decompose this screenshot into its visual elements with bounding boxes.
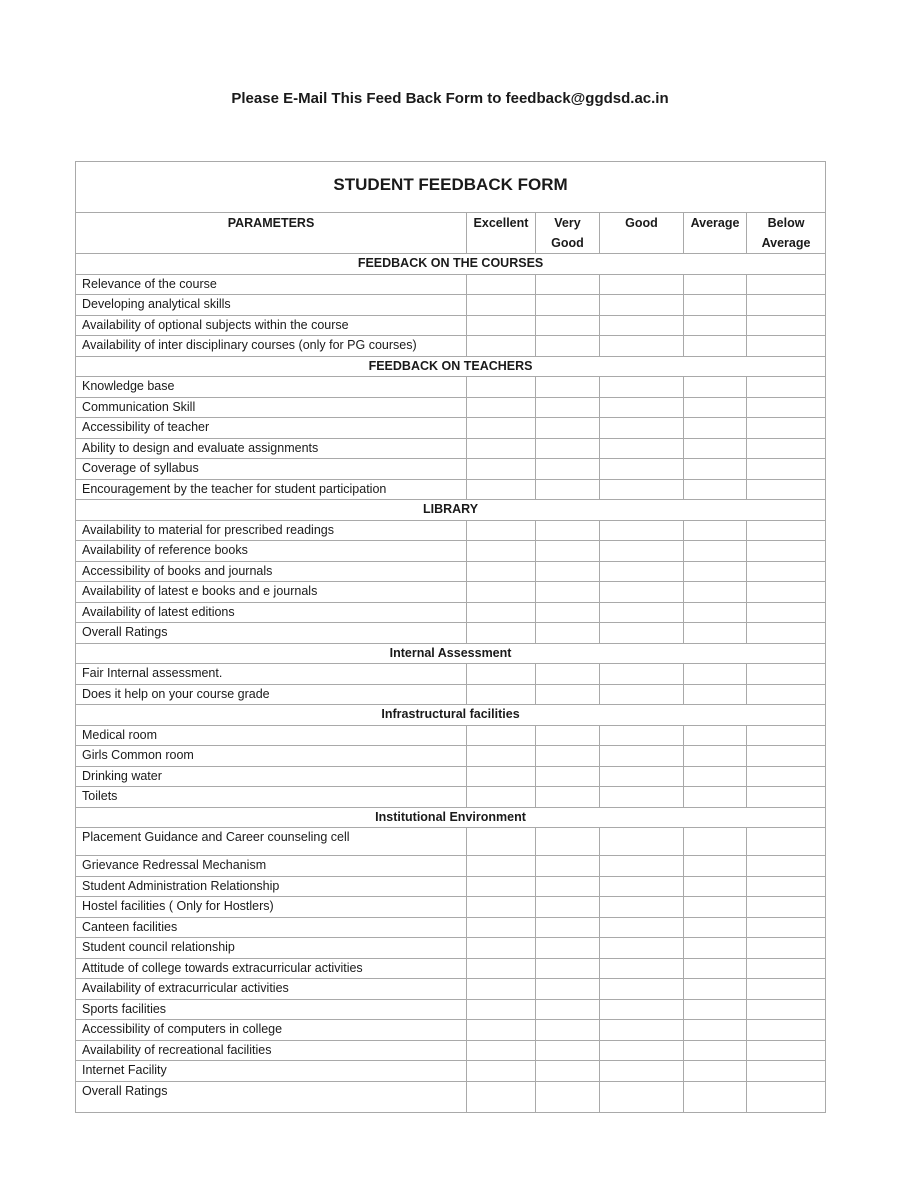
rating-cell-below-average[interactable] xyxy=(747,684,826,705)
section-heading-row xyxy=(76,254,826,275)
parameter-label: Girls Common room xyxy=(76,746,467,767)
rating-cell-excellent[interactable] xyxy=(467,397,536,418)
rating-cell-good[interactable] xyxy=(600,1081,684,1112)
rating-cell-good[interactable] xyxy=(600,828,684,856)
rating-cell-very-good[interactable] xyxy=(536,938,600,959)
rating-cell-very-good[interactable] xyxy=(536,438,600,459)
rating-cell-very-good[interactable] xyxy=(536,999,600,1020)
rating-cell-very-good[interactable] xyxy=(536,1081,600,1112)
rating-cell-average[interactable] xyxy=(684,295,747,316)
section-heading: FEEDBACK ON TEACHERS xyxy=(76,356,826,377)
rating-cell-average[interactable] xyxy=(684,856,747,877)
parameter-label: Coverage of syllabus xyxy=(76,459,467,480)
parameter-label: Availability of inter disciplinary courses (only for PG courses) xyxy=(76,336,467,357)
rating-cell-good[interactable] xyxy=(600,979,684,1000)
parameter-row xyxy=(76,958,826,979)
parameter-label: Grievance Redressal Mechanism xyxy=(76,856,467,877)
parameter-label: Accessibility of computers in college xyxy=(76,1020,467,1041)
rating-cell-excellent[interactable] xyxy=(467,561,536,582)
rating-cell-very-good[interactable] xyxy=(536,336,600,357)
section-heading: FEEDBACK ON THE COURSES xyxy=(76,254,826,275)
section-heading-row xyxy=(76,500,826,521)
rating-cell-average[interactable] xyxy=(684,876,747,897)
rating-cell-excellent[interactable] xyxy=(467,897,536,918)
column-header-below-average: Below Average xyxy=(747,213,826,254)
rating-cell-below-average[interactable] xyxy=(747,602,826,623)
parameter-row xyxy=(76,295,826,316)
parameter-row xyxy=(76,856,826,877)
rating-cell-average[interactable] xyxy=(684,897,747,918)
rating-cell-very-good[interactable] xyxy=(536,541,600,562)
rating-cell-average[interactable] xyxy=(684,397,747,418)
parameter-label: Overall Ratings xyxy=(76,1081,467,1112)
rating-cell-excellent[interactable] xyxy=(467,787,536,808)
parameter-label: Availability of optional subjects within the course xyxy=(76,315,467,336)
rating-cell-excellent[interactable] xyxy=(467,725,536,746)
rating-cell-good[interactable] xyxy=(600,459,684,480)
section-heading-row xyxy=(76,356,826,377)
parameter-label: Accessibility of teacher xyxy=(76,418,467,439)
parameter-label: Ability to design and evaluate assignments xyxy=(76,438,467,459)
rating-cell-below-average[interactable] xyxy=(747,459,826,480)
parameter-label: Overall Ratings xyxy=(76,623,467,644)
form-title-row xyxy=(76,162,826,213)
rating-cell-good[interactable] xyxy=(600,1020,684,1041)
rating-cell-excellent[interactable] xyxy=(467,917,536,938)
parameter-label: Availability of recreational facilities xyxy=(76,1040,467,1061)
parameter-row xyxy=(76,828,826,856)
parameter-label: Student council relationship xyxy=(76,938,467,959)
rating-cell-good[interactable] xyxy=(600,520,684,541)
rating-cell-below-average[interactable] xyxy=(747,725,826,746)
rating-cell-average[interactable] xyxy=(684,766,747,787)
rating-cell-very-good[interactable] xyxy=(536,623,600,644)
parameter-label: Communication Skill xyxy=(76,397,467,418)
rating-cell-excellent[interactable] xyxy=(467,541,536,562)
rating-cell-very-good[interactable] xyxy=(536,1040,600,1061)
rating-cell-very-good[interactable] xyxy=(536,315,600,336)
parameter-row xyxy=(76,1081,826,1112)
rating-cell-good[interactable] xyxy=(600,541,684,562)
rating-cell-very-good[interactable] xyxy=(536,958,600,979)
parameter-label: Availability to material for prescribed readings xyxy=(76,520,467,541)
rating-cell-excellent[interactable] xyxy=(467,664,536,685)
rating-cell-below-average[interactable] xyxy=(747,438,826,459)
rating-cell-average[interactable] xyxy=(684,479,747,500)
section-heading-row xyxy=(76,705,826,726)
parameter-label: Availability of reference books xyxy=(76,541,467,562)
parameter-label: Relevance of the course xyxy=(76,274,467,295)
rating-cell-excellent[interactable] xyxy=(467,1040,536,1061)
rating-cell-excellent[interactable] xyxy=(467,377,536,398)
rating-cell-average[interactable] xyxy=(684,520,747,541)
parameter-label: Knowledge base xyxy=(76,377,467,398)
rating-cell-good[interactable] xyxy=(600,377,684,398)
rating-cell-below-average[interactable] xyxy=(747,979,826,1000)
rating-cell-good[interactable] xyxy=(600,746,684,767)
rating-cell-good[interactable] xyxy=(600,274,684,295)
parameter-row xyxy=(76,917,826,938)
rating-cell-below-average[interactable] xyxy=(747,295,826,316)
rating-cell-below-average[interactable] xyxy=(747,418,826,439)
rating-cell-below-average[interactable] xyxy=(747,274,826,295)
rating-cell-very-good[interactable] xyxy=(536,766,600,787)
rating-cell-excellent[interactable] xyxy=(467,295,536,316)
rating-cell-average[interactable] xyxy=(684,938,747,959)
rating-cell-average[interactable] xyxy=(684,1081,747,1112)
rating-cell-average[interactable] xyxy=(684,582,747,603)
parameter-row xyxy=(76,725,826,746)
rating-cell-very-good[interactable] xyxy=(536,746,600,767)
parameter-label: Availability of extracurricular activities xyxy=(76,979,467,1000)
rating-cell-average[interactable] xyxy=(684,746,747,767)
rating-cell-very-good[interactable] xyxy=(536,582,600,603)
rating-cell-average[interactable] xyxy=(684,979,747,1000)
rating-cell-very-good[interactable] xyxy=(536,897,600,918)
rating-cell-excellent[interactable] xyxy=(467,274,536,295)
rating-cell-good[interactable] xyxy=(600,295,684,316)
rating-cell-excellent[interactable] xyxy=(467,459,536,480)
parameter-row xyxy=(76,766,826,787)
parameter-label: Internet Facility xyxy=(76,1061,467,1082)
rating-cell-average[interactable] xyxy=(684,725,747,746)
parameter-row xyxy=(76,1061,826,1082)
rating-cell-below-average[interactable] xyxy=(747,1081,826,1112)
rating-cell-average[interactable] xyxy=(684,438,747,459)
rating-cell-below-average[interactable] xyxy=(747,1040,826,1061)
rating-cell-very-good[interactable] xyxy=(536,295,600,316)
rating-cell-average[interactable] xyxy=(684,336,747,357)
rating-cell-below-average[interactable] xyxy=(747,828,826,856)
rating-cell-very-good[interactable] xyxy=(536,418,600,439)
rating-cell-average[interactable] xyxy=(684,828,747,856)
rating-cell-good[interactable] xyxy=(600,561,684,582)
rating-cell-below-average[interactable] xyxy=(747,397,826,418)
rating-cell-excellent[interactable] xyxy=(467,979,536,1000)
rating-cell-below-average[interactable] xyxy=(747,917,826,938)
section-heading: Infrastructural facilities xyxy=(76,705,826,726)
rating-cell-excellent[interactable] xyxy=(467,828,536,856)
rating-cell-average[interactable] xyxy=(684,664,747,685)
rating-cell-below-average[interactable] xyxy=(747,315,826,336)
rating-cell-excellent[interactable] xyxy=(467,1020,536,1041)
parameter-label: Hostel facilities ( Only for Hostlers) xyxy=(76,897,467,918)
rating-cell-good[interactable] xyxy=(600,397,684,418)
rating-cell-excellent[interactable] xyxy=(467,766,536,787)
rating-cell-good[interactable] xyxy=(600,938,684,959)
rating-cell-good[interactable] xyxy=(600,917,684,938)
rating-cell-excellent[interactable] xyxy=(467,315,536,336)
rating-cell-excellent[interactable] xyxy=(467,479,536,500)
rating-cell-average[interactable] xyxy=(684,459,747,480)
rating-cell-below-average[interactable] xyxy=(747,856,826,877)
rating-cell-excellent[interactable] xyxy=(467,1081,536,1112)
rating-cell-very-good[interactable] xyxy=(536,377,600,398)
rating-cell-very-good[interactable] xyxy=(536,1061,600,1082)
rating-cell-very-good[interactable] xyxy=(536,1020,600,1041)
rating-cell-excellent[interactable] xyxy=(467,856,536,877)
rating-cell-very-good[interactable] xyxy=(536,602,600,623)
rating-cell-excellent[interactable] xyxy=(467,418,536,439)
rating-cell-below-average[interactable] xyxy=(747,561,826,582)
rating-cell-excellent[interactable] xyxy=(467,746,536,767)
parameter-row xyxy=(76,746,826,767)
parameter-label: Encouragement by the teacher for student participation xyxy=(76,479,467,500)
feedback-form-table xyxy=(75,161,826,1113)
parameter-row xyxy=(76,938,826,959)
rating-cell-very-good[interactable] xyxy=(536,828,600,856)
rating-cell-below-average[interactable] xyxy=(747,999,826,1020)
parameter-row xyxy=(76,897,826,918)
rating-cell-excellent[interactable] xyxy=(467,958,536,979)
rating-cell-below-average[interactable] xyxy=(747,938,826,959)
rating-cell-average[interactable] xyxy=(684,315,747,336)
email-instruction: Please E-Mail This Feed Back Form to feedback@ggdsd.ac.in xyxy=(231,90,669,107)
rating-cell-good[interactable] xyxy=(600,602,684,623)
rating-cell-excellent[interactable] xyxy=(467,582,536,603)
rating-cell-good[interactable] xyxy=(600,766,684,787)
column-header-good: Good xyxy=(600,213,684,254)
parameter-label: Medical room xyxy=(76,725,467,746)
rating-cell-below-average[interactable] xyxy=(747,479,826,500)
rating-cell-excellent[interactable] xyxy=(467,938,536,959)
parameter-row xyxy=(76,397,826,418)
rating-cell-very-good[interactable] xyxy=(536,856,600,877)
rating-cell-below-average[interactable] xyxy=(747,746,826,767)
rating-cell-very-good[interactable] xyxy=(536,876,600,897)
rating-cell-below-average[interactable] xyxy=(747,520,826,541)
rating-cell-average[interactable] xyxy=(684,1061,747,1082)
parameter-label: Toilets xyxy=(76,787,467,808)
parameter-row xyxy=(76,1020,826,1041)
rating-cell-excellent[interactable] xyxy=(467,876,536,897)
parameter-row xyxy=(76,274,826,295)
rating-cell-very-good[interactable] xyxy=(536,664,600,685)
parameter-row xyxy=(76,418,826,439)
rating-cell-average[interactable] xyxy=(684,623,747,644)
column-header-excellent: Excellent xyxy=(467,213,536,254)
parameter-label: Developing analytical skills xyxy=(76,295,467,316)
parameter-row xyxy=(76,623,826,644)
column-header-row xyxy=(76,213,826,254)
rating-cell-good[interactable] xyxy=(600,479,684,500)
rating-cell-very-good[interactable] xyxy=(536,725,600,746)
parameter-row xyxy=(76,582,826,603)
rating-cell-very-good[interactable] xyxy=(536,684,600,705)
rating-cell-below-average[interactable] xyxy=(747,958,826,979)
parameter-row xyxy=(76,479,826,500)
rating-cell-below-average[interactable] xyxy=(747,623,826,644)
rating-cell-good[interactable] xyxy=(600,999,684,1020)
form-title: STUDENT FEEDBACK FORM xyxy=(76,162,826,213)
section-heading-row xyxy=(76,643,826,664)
rating-cell-good[interactable] xyxy=(600,336,684,357)
rating-cell-below-average[interactable] xyxy=(747,1020,826,1041)
rating-cell-average[interactable] xyxy=(684,999,747,1020)
rating-cell-very-good[interactable] xyxy=(536,397,600,418)
parameter-row xyxy=(76,520,826,541)
rating-cell-excellent[interactable] xyxy=(467,336,536,357)
rating-cell-average[interactable] xyxy=(684,917,747,938)
parameter-row xyxy=(76,979,826,1000)
parameter-label: Student Administration Relationship xyxy=(76,876,467,897)
column-header-very-good: Very Good xyxy=(536,213,600,254)
rating-cell-very-good[interactable] xyxy=(536,917,600,938)
rating-cell-excellent[interactable] xyxy=(467,623,536,644)
rating-cell-good[interactable] xyxy=(600,856,684,877)
parameter-row xyxy=(76,664,826,685)
rating-cell-below-average[interactable] xyxy=(747,1061,826,1082)
rating-cell-average[interactable] xyxy=(684,541,747,562)
column-header-parameters: PARAMETERS xyxy=(76,213,467,254)
rating-cell-average[interactable] xyxy=(684,274,747,295)
column-header-average: Average xyxy=(684,213,747,254)
rating-cell-below-average[interactable] xyxy=(747,876,826,897)
parameter-label: Sports facilities xyxy=(76,999,467,1020)
parameter-label: Canteen facilities xyxy=(76,917,467,938)
parameter-label: Accessibility of books and journals xyxy=(76,561,467,582)
parameter-row xyxy=(76,438,826,459)
rating-cell-below-average[interactable] xyxy=(747,664,826,685)
parameter-label: Placement Guidance and Career counseling cell xyxy=(76,828,467,856)
parameter-row xyxy=(76,1040,826,1061)
parameter-row xyxy=(76,541,826,562)
rating-cell-very-good[interactable] xyxy=(536,561,600,582)
rating-cell-very-good[interactable] xyxy=(536,979,600,1000)
parameter-label: Availability of latest e books and e journals xyxy=(76,582,467,603)
rating-cell-excellent[interactable] xyxy=(467,438,536,459)
rating-cell-very-good[interactable] xyxy=(536,274,600,295)
rating-cell-below-average[interactable] xyxy=(747,766,826,787)
parameter-row xyxy=(76,459,826,480)
rating-cell-below-average[interactable] xyxy=(747,336,826,357)
rating-cell-very-good[interactable] xyxy=(536,520,600,541)
parameter-row xyxy=(76,876,826,897)
rating-cell-good[interactable] xyxy=(600,664,684,685)
rating-cell-average[interactable] xyxy=(684,1040,747,1061)
rating-cell-very-good[interactable] xyxy=(536,787,600,808)
parameter-row xyxy=(76,336,826,357)
parameter-row xyxy=(76,602,826,623)
rating-cell-good[interactable] xyxy=(600,582,684,603)
parameter-label: Does it help on your course grade xyxy=(76,684,467,705)
rating-cell-average[interactable] xyxy=(684,1020,747,1041)
rating-cell-excellent[interactable] xyxy=(467,999,536,1020)
rating-cell-average[interactable] xyxy=(684,958,747,979)
rating-cell-excellent[interactable] xyxy=(467,602,536,623)
section-heading: LIBRARY xyxy=(76,500,826,521)
parameter-label: Availability of latest editions xyxy=(76,602,467,623)
parameter-row xyxy=(76,315,826,336)
parameter-row xyxy=(76,377,826,398)
parameter-row xyxy=(76,787,826,808)
rating-cell-average[interactable] xyxy=(684,377,747,398)
rating-cell-good[interactable] xyxy=(600,876,684,897)
rating-cell-below-average[interactable] xyxy=(747,541,826,562)
rating-cell-excellent[interactable] xyxy=(467,684,536,705)
parameter-label: Drinking water xyxy=(76,766,467,787)
rating-cell-good[interactable] xyxy=(600,1040,684,1061)
section-heading: Internal Assessment xyxy=(76,643,826,664)
rating-cell-average[interactable] xyxy=(684,787,747,808)
parameter-row xyxy=(76,999,826,1020)
parameter-row xyxy=(76,561,826,582)
rating-cell-average[interactable] xyxy=(684,684,747,705)
parameter-label: Fair Internal assessment. xyxy=(76,664,467,685)
rating-cell-very-good[interactable] xyxy=(536,459,600,480)
rating-cell-average[interactable] xyxy=(684,418,747,439)
rating-cell-below-average[interactable] xyxy=(747,787,826,808)
rating-cell-below-average[interactable] xyxy=(747,377,826,398)
rating-cell-good[interactable] xyxy=(600,684,684,705)
section-heading-row xyxy=(76,807,826,828)
rating-cell-below-average[interactable] xyxy=(747,582,826,603)
rating-cell-good[interactable] xyxy=(600,787,684,808)
rating-cell-good[interactable] xyxy=(600,418,684,439)
parameter-label: Attitude of college towards extracurricular activities xyxy=(76,958,467,979)
rating-cell-very-good[interactable] xyxy=(536,479,600,500)
rating-cell-average[interactable] xyxy=(684,602,747,623)
rating-cell-good[interactable] xyxy=(600,958,684,979)
rating-cell-average[interactable] xyxy=(684,561,747,582)
rating-cell-good[interactable] xyxy=(600,315,684,336)
rating-cell-good[interactable] xyxy=(600,1061,684,1082)
rating-cell-good[interactable] xyxy=(600,725,684,746)
rating-cell-good[interactable] xyxy=(600,438,684,459)
rating-cell-good[interactable] xyxy=(600,897,684,918)
rating-cell-excellent[interactable] xyxy=(467,1061,536,1082)
section-heading: Institutional Environment xyxy=(76,807,826,828)
parameter-row xyxy=(76,684,826,705)
rating-cell-excellent[interactable] xyxy=(467,520,536,541)
rating-cell-below-average[interactable] xyxy=(747,897,826,918)
rating-cell-good[interactable] xyxy=(600,623,684,644)
